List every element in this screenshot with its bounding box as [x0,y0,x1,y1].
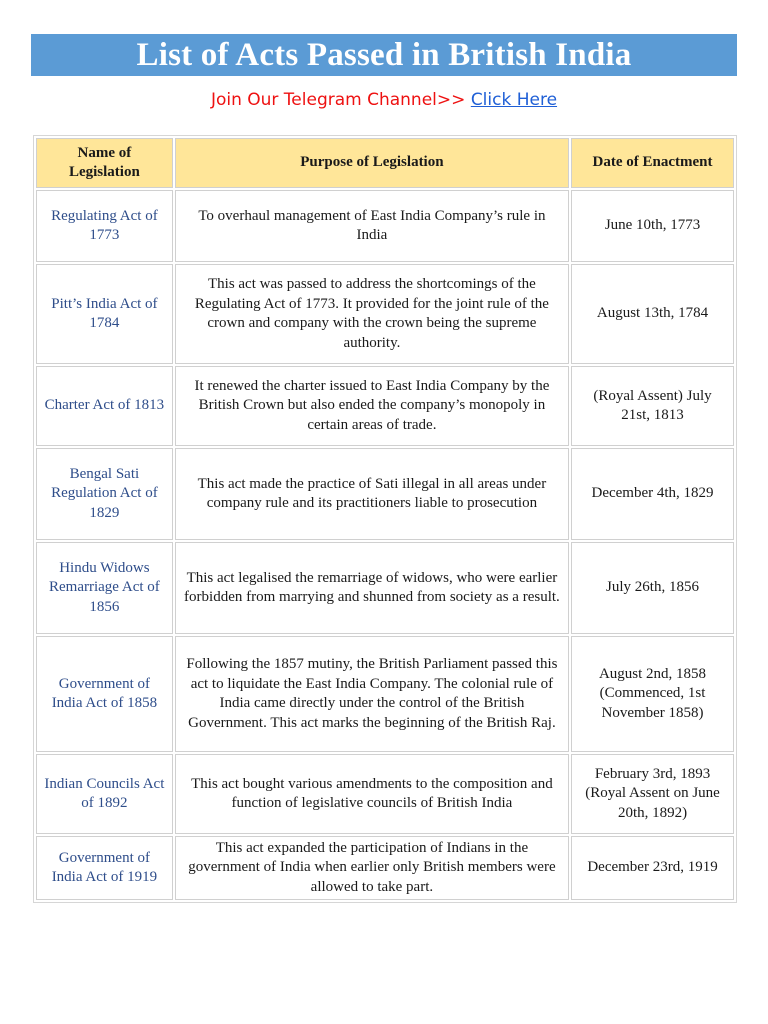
page-title: List of Acts Passed in British India [136,37,632,73]
act-name: Hindu Widows Remarriage Act of 1856 [36,542,173,634]
acts-table [34,136,736,902]
act-purpose: This act bought various amendments to the composition and function of legislative councils of British India [175,754,569,834]
telegram-promo [0,87,768,113]
telegram-text: Join Our Telegram Channel [210,90,437,110]
table-row [36,264,734,364]
column-header-purpose: Purpose of Legislation [175,138,569,188]
table-row [36,190,734,262]
act-date: December 4th, 1829 [571,448,734,540]
table-header-row [36,138,734,188]
act-name: Pitt’s India Act of 1784 [36,264,173,364]
click-here-link[interactable]: Click Here [470,90,558,110]
act-date: July 26th, 1856 [571,542,734,634]
act-name: Government of India Act of 1858 [36,636,173,752]
act-purpose: To overhaul management of East India Company’s rule in India [175,190,569,262]
act-name: Indian Councils Act of 1892 [36,754,173,834]
table-row [36,836,734,900]
table-row [36,636,734,752]
act-name: Charter Act of 1813 [36,366,173,446]
act-date: (Royal Assent) July 21st, 1813 [571,366,734,446]
act-date: August 2nd, 1858 (Commenced, 1st November 1858) [571,636,734,752]
act-purpose: It renewed the charter issued to East India Company by the British Crown but also ended the company’s monopoly in certain areas of trade. [175,366,569,446]
column-header-date: Date of Enactment [571,138,734,188]
act-purpose: This act made the practice of Sati illegal in all areas under company rule and its practitioners liable to prosecution [175,448,569,540]
act-date: June 10th, 1773 [571,190,734,262]
act-name: Bengal Sati Regulation Act of 1829 [36,448,173,540]
act-name: Government of India Act of 1919 [36,836,173,900]
table-row [36,542,734,634]
telegram-arrows: >> [436,90,466,110]
column-header-name: Name of Legislation [36,138,173,188]
act-date: December 23rd, 1919 [571,836,734,900]
page-title-banner [31,34,737,76]
act-purpose: This act expanded the participation of Indians in the government of India when earlier only British members were allowed to take part. [175,836,569,900]
act-name: Regulating Act of 1773 [36,190,173,262]
act-purpose: Following the 1857 mutiny, the British Parliament passed this act to liquidate the East India Company. The colonial rule of India came directly under the control of the British Government. This act marks the beginning of the British Raj. [175,636,569,752]
act-purpose: This act legalised the remarriage of widows, who were earlier forbidden from marrying and shunned from society as a result. [175,542,569,634]
table-row [36,448,734,540]
table-row [36,754,734,834]
table-row [36,366,734,446]
act-date: February 3rd, 1893 (Royal Assent on June 20th, 1892) [571,754,734,834]
acts-table-container [33,135,737,903]
act-purpose: This act was passed to address the shortcomings of the Regulating Act of 1773. It provided for the joint rule of the crown and company with the crown being the supreme authority. [175,264,569,364]
act-date: August 13th, 1784 [571,264,734,364]
